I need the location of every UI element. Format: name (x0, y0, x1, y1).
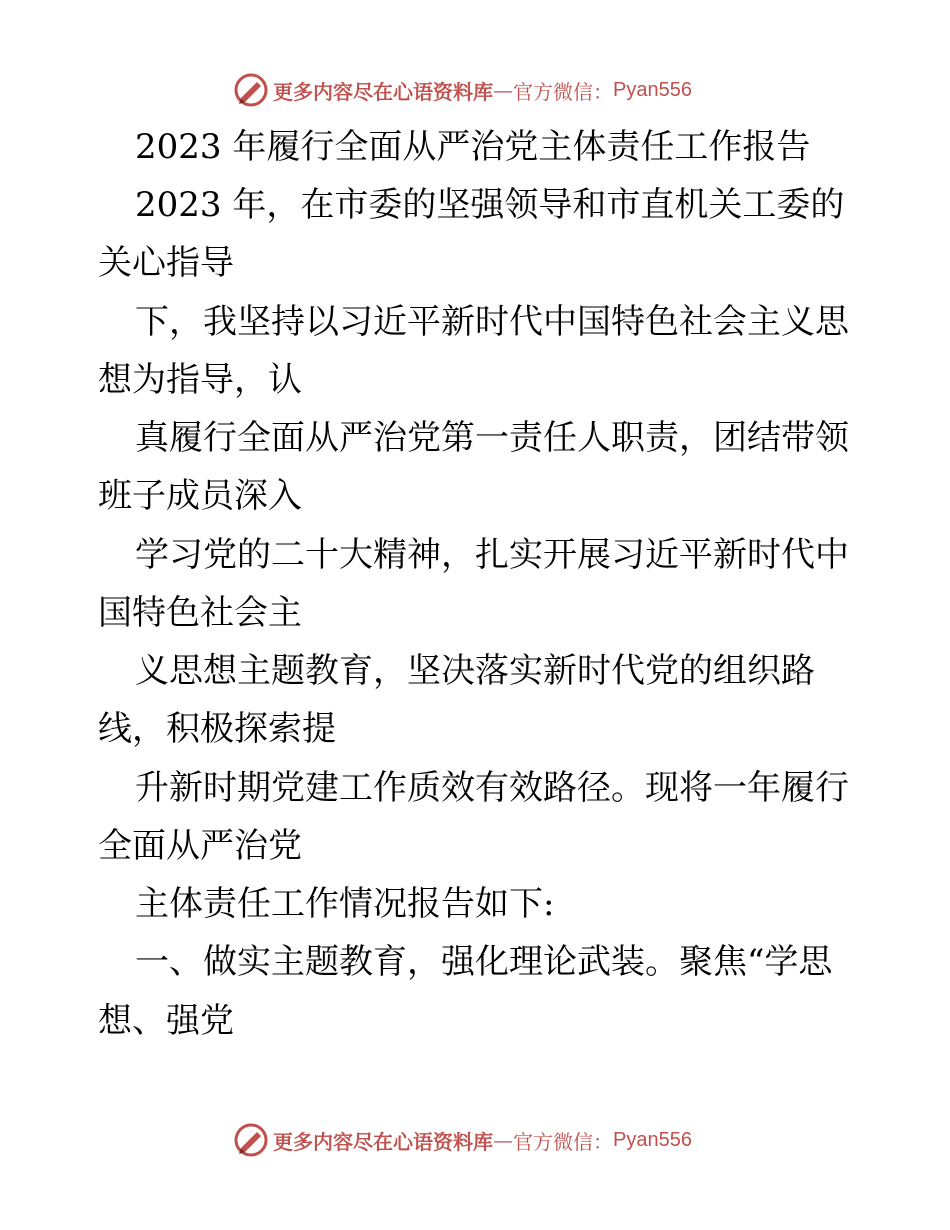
watermark-sub-text: 官方微信： (513, 79, 613, 104)
watermark-sub-text: 官方微信： (513, 1129, 613, 1154)
watermark-separator: — (493, 78, 513, 102)
text-line: 线，积极探索提 (98, 709, 336, 749)
watermark-separator: — (493, 1128, 513, 1152)
document-title: 2023 年履行全面从严治党主体责任工作报告 (135, 127, 811, 167)
pen-logo-icon (233, 72, 269, 108)
text-line: 真履行全面从严治党第一责任人职责，团结带领 (135, 418, 849, 458)
watermark-banner-top (233, 72, 692, 108)
text-line: 2023 年，在市委的坚强领导和市直机关工委的 (135, 185, 845, 225)
text-line: 全面从严治党 (98, 826, 302, 866)
watermark-id: Pyan556 (613, 78, 692, 101)
text-line: 主体责任工作情况报告如下: (135, 884, 555, 924)
text-line: 一、做实主题教育，强化理论武装。聚焦“学思 (135, 942, 833, 982)
watermark-main-text: 更多内容尽在心语资料库 (273, 79, 493, 104)
text-line: 下，我坚持以习近平新时代中国特色社会主义思 (135, 302, 849, 342)
text-line: 学习党的二十大精神，扎实开展习近平新时代中 (135, 535, 849, 575)
text-line: 想、强党 (98, 1001, 234, 1041)
text-line: 升新时期党建工作质效有效路径。现将一年履行 (135, 768, 849, 808)
text-line: 义思想主题教育，坚决落实新时代党的组织路 (135, 651, 815, 691)
watermark-id: Pyan556 (613, 1128, 692, 1151)
text-line: 国特色社会主 (98, 593, 302, 633)
text-line: 想为指导，认 (98, 360, 302, 400)
watermark-banner-bottom (233, 1122, 692, 1158)
watermark-main-text: 更多内容尽在心语资料库 (273, 1129, 493, 1154)
text-line: 班子成员深入 (98, 476, 302, 516)
text-line: 关心指导 (98, 243, 234, 283)
pen-logo-icon (233, 1122, 269, 1158)
